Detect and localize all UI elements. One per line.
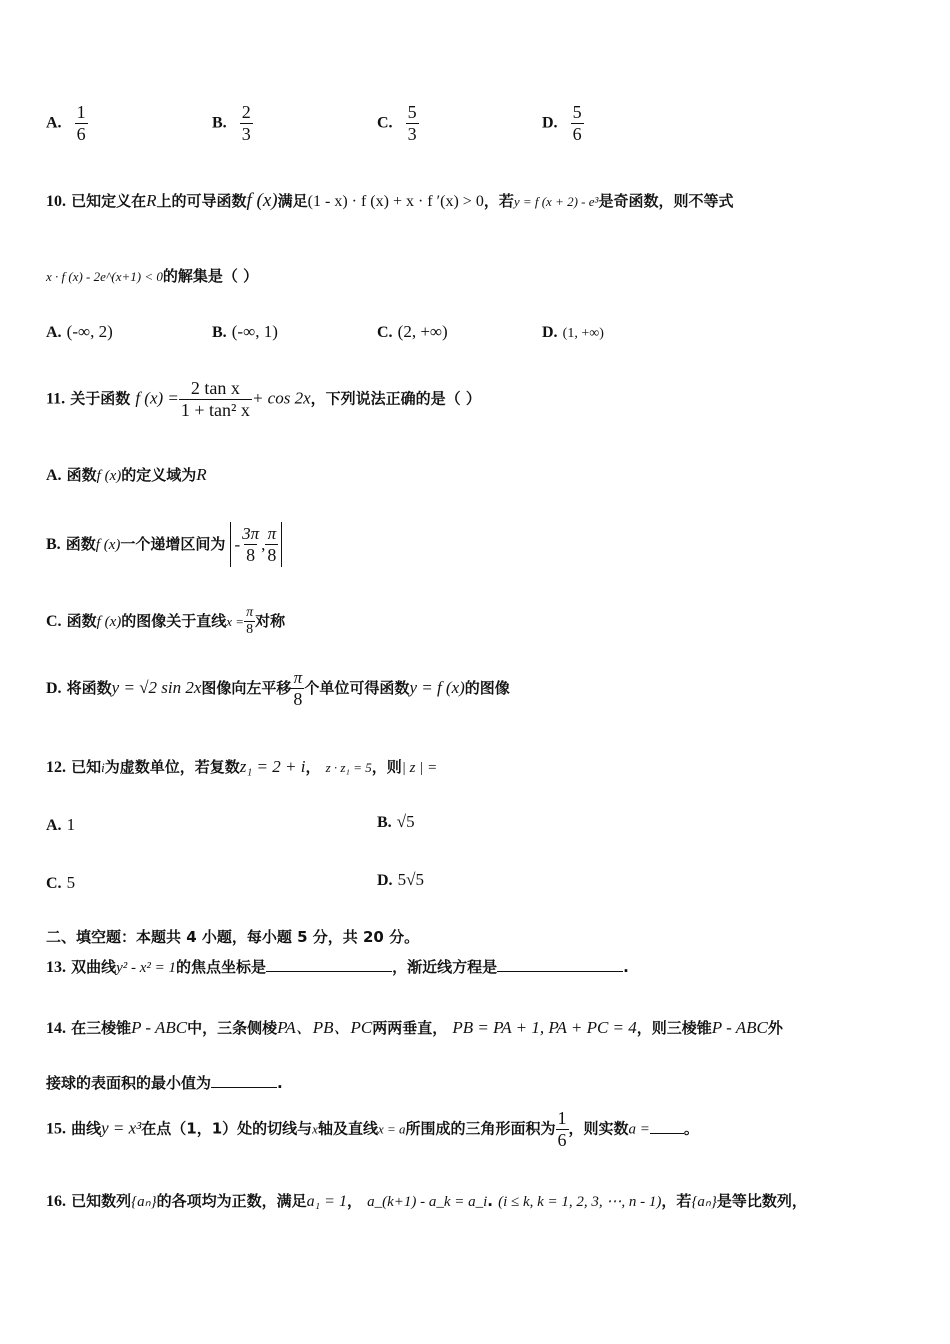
q16: 16. 已知数列{aₙ}的各项均为正数，满足a₁ = 1， a_(k+1) - a_k = a_i. (i ≤ k, k = 1, 2, 3, ⋯, n - 1)，若{aₙ}是等比数列， [46,1192,807,1210]
q11-option-d: D. 将函数y = √2 sin 2x图像向左平移 $\frac{\pi}{8}$ 个单位可得函数y = f (x)的图像 [46,668,510,709]
answer-blank[interactable] [650,1119,684,1134]
q12-option-b: B. √5 [377,812,415,831]
fraction: $\frac{\text{2 tan x}}{\text{1 + tan² x}}$ [180,378,250,420]
answer-blank[interactable] [497,957,623,972]
q9-option-c [377,102,419,144]
q10-option-b: B. (-∞, 1) [212,322,278,341]
q14-line2: 接球的表面积的最小值为 . [46,1074,283,1092]
q9-option-d [542,102,584,144]
question-number: 14. [46,1020,66,1037]
q13: 13. 双曲线y² - x² = 1的焦点坐标是 ，渐近线方程是 . [46,958,629,976]
question-number: 10. [46,193,66,210]
q11-option-c: C. 函数f (x)的图像关于直线x = $\frac{\pi}{8}$ 对称 [46,605,286,638]
fraction: $\frac{\pi}{8}$ [293,668,303,709]
fraction: $\frac{1}{6}$ [76,102,86,144]
q10-option-d: D. (1, +∞) [542,324,604,341]
q10-stem-line2: x · f (x) - 2e^(x+1) < 0的解集是（ ） [46,267,259,285]
interval: - $\frac{3\pi}{8}$ , $\frac{\pi}{8}$ [230,522,282,567]
q12-stem: 12. 已知i为虚数单位，若复数z₁ = 2 + i， z · z₁ = 5，则| z | = [46,757,438,776]
fraction: $\frac{1}{6}$ [557,1108,567,1150]
q12-option-a: A. 1 [46,815,76,834]
q12-option-d: D. 5√5 [377,870,424,889]
option-label: C. [377,114,393,132]
fraction: $\frac{\pi}{8}$ [246,605,254,638]
question-number: 16. [46,1193,66,1210]
q12-option-c: C. 5 [46,873,76,892]
option-label: A. [46,114,62,132]
fraction: $\frac{5}{3}$ [407,102,417,144]
question-number: 13. [46,959,66,976]
q11-stem: 11. 关于函数 f (x) = $\frac{\text{2 tan x}}{\text{1 + tan² x}}$ + cos 2x，下列说法正确的是（ ） [46,378,481,420]
fraction: $\frac{5}{6}$ [572,102,582,144]
q15: 15. 曲线y = x³在点（1，1）处的切线与x轴及直线x = a所围成的三角形面积为 $\frac{1}{6}$ ，则实数a = 。 [46,1108,699,1150]
q11-option-b: B. 函数f (x)一个递增区间为 - $\frac{3\pi}{8}$ , $\frac{\pi}{8}$ [46,522,282,567]
question-number: 12. [46,759,66,776]
question-number: 15. [46,1120,66,1138]
fraction: $\frac{2}{3}$ [241,102,251,144]
q10-option-c: C. (2, +∞) [377,322,448,341]
section-header: 二、填空题：本题共 4 小题，每小题 5 分，共 20 分。 [46,928,420,946]
q9-option-a [46,102,88,144]
fraction: $\frac{3\pi}{8}$ [242,524,260,565]
q14: 14. 在三棱锥P - ABC中，三条侧棱PA、PB、PC两两垂直， PB = PA + 1, PA + PC = 4，则三棱锥P - ABC外 [46,1018,783,1037]
question-number: 11. [46,390,66,408]
answer-blank[interactable] [266,957,392,972]
q11-option-a: A. 函数f (x)的定义域为R [46,465,207,484]
q10-stem: 10. 已知定义在R上的可导函数f (x)满足(1 - x) · f (x) + x · f ′(x) > 0，若y = f (x + 2) - e³是奇函数，则不等式 [46,190,734,211]
q9-option-b [212,102,253,144]
option-label: D. [542,114,558,132]
answer-blank[interactable] [211,1073,277,1088]
option-label: B. [212,114,227,132]
q10-option-a: A. (-∞, 2) [46,322,113,341]
fraction: $\frac{\pi}{8}$ [267,524,277,565]
